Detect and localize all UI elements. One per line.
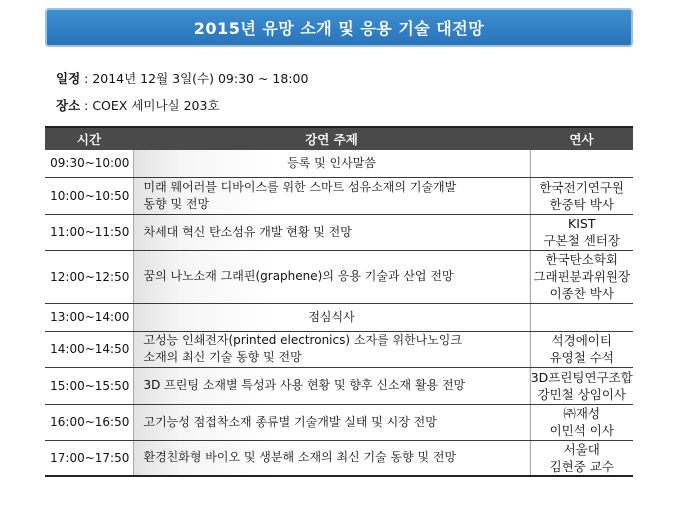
row-time: 17:00~17:50	[45, 440, 133, 476]
row-topic	[133, 367, 530, 404]
topic-line: 환경친화형 바이오 및 생분해 소재의 최신 기술 동향 및 전망	[143, 450, 457, 464]
row-topic	[133, 150, 530, 177]
speaker-line: 한중탁 박사	[549, 196, 614, 212]
row-speaker	[530, 177, 633, 214]
speaker-line: KIST	[568, 216, 596, 231]
row-time: 16:00~16:50	[45, 404, 133, 440]
speaker-line: 서울대	[563, 441, 600, 457]
speaker-line: 구본철 센터장	[543, 233, 620, 248]
table-row	[45, 250, 633, 303]
row-speaker	[530, 303, 633, 331]
table-row	[45, 440, 633, 476]
table-row	[45, 150, 633, 177]
row-topic	[133, 177, 530, 214]
speaker-line: 그래핀분과위원장	[533, 269, 631, 284]
header-speaker: 연사	[530, 127, 633, 150]
header-time: 시간	[45, 127, 133, 150]
topic-line: 3D 프린팅 소재별 특성과 사용 현황 및 향후 신소재 활용 전망	[143, 378, 466, 392]
table-row	[45, 367, 633, 404]
row-topic	[133, 404, 530, 440]
row-time: 13:00~14:00	[45, 303, 133, 331]
speaker-line: 이민석 이사	[549, 423, 614, 438]
table-row	[45, 177, 633, 214]
row-time: 10:00~10:50	[45, 177, 133, 214]
topic-line: 차세대 혁신 탄소섬유 개발 현황 및 전망	[143, 224, 352, 239]
speaker-line: 강민철 상임이사	[537, 386, 626, 402]
topic-line: 고기능성 점접착소재 종류별 기술개발 실태 및 시장 전망	[143, 414, 437, 429]
row-time: 11:00~11:50	[45, 214, 133, 250]
row-speaker	[530, 367, 633, 404]
row-speaker	[530, 404, 633, 440]
schedule-date	[56, 69, 308, 87]
speaker-line: 3D프린팅연구조합	[530, 369, 633, 385]
row-speaker	[530, 331, 633, 367]
row-topic	[133, 440, 530, 476]
row-topic	[133, 214, 530, 250]
speaker-line: 유영철 수석	[549, 350, 614, 365]
row-time: 15:00~15:50	[45, 367, 133, 404]
topic-line: 동향 및 전망	[143, 196, 210, 211]
row-speaker	[530, 440, 633, 476]
row-time: 09:30~10:00	[45, 150, 133, 177]
speaker-line: 한국탄소학회	[545, 252, 618, 267]
topic-line: 미래 웨어러블 디바이스를 위한 스마트 섬유소재의 기술개발	[143, 179, 457, 194]
row-topic	[133, 331, 530, 367]
row-topic	[133, 250, 530, 303]
place-key: 장소	[56, 98, 81, 113]
speaker-line: 석경에이티	[551, 333, 612, 348]
topic-line: 고성능 인쇄전자(printed electronics) 소자를 위한나노잉크	[143, 333, 462, 347]
speaker-line: 김현중 교수	[549, 458, 614, 474]
header-topic: 강연 주제	[133, 127, 530, 150]
place-value: : COEX 세미나실 203호	[80, 98, 220, 113]
speaker-line: 한국전기연구원	[539, 179, 625, 195]
table-row	[45, 331, 633, 367]
date-key: 일정	[56, 71, 81, 86]
schedule-place	[56, 96, 220, 114]
row-speaker	[530, 214, 633, 250]
row-topic	[133, 303, 530, 331]
schedule-table	[45, 126, 633, 477]
table-header-row	[45, 127, 633, 150]
row-speaker	[530, 250, 633, 303]
date-value: : 2014년 12월 3일(수) 09:30 ~ 18:00	[80, 71, 309, 86]
topic-line: 점심식사	[308, 309, 355, 324]
table-row	[45, 303, 633, 331]
table-row	[45, 214, 633, 250]
row-speaker	[530, 150, 633, 177]
speaker-line: ㈜재성	[563, 406, 601, 421]
topic-line: 꿈의 나노소재 그래핀(graphene)의 응용 기술과 산업 전망	[143, 269, 454, 283]
page-title: 2015년 유망 소개 및 응용 기술 대전망	[45, 8, 633, 47]
topic-line: 소재의 최신 기술 동향 및 전망	[143, 350, 302, 364]
table-row	[45, 404, 633, 440]
row-time: 14:00~14:50	[45, 331, 133, 367]
speaker-line: 이종찬 박사	[549, 286, 614, 301]
row-time: 12:00~12:50	[45, 250, 133, 303]
topic-line: 등록 및 인사말씀	[287, 155, 376, 170]
